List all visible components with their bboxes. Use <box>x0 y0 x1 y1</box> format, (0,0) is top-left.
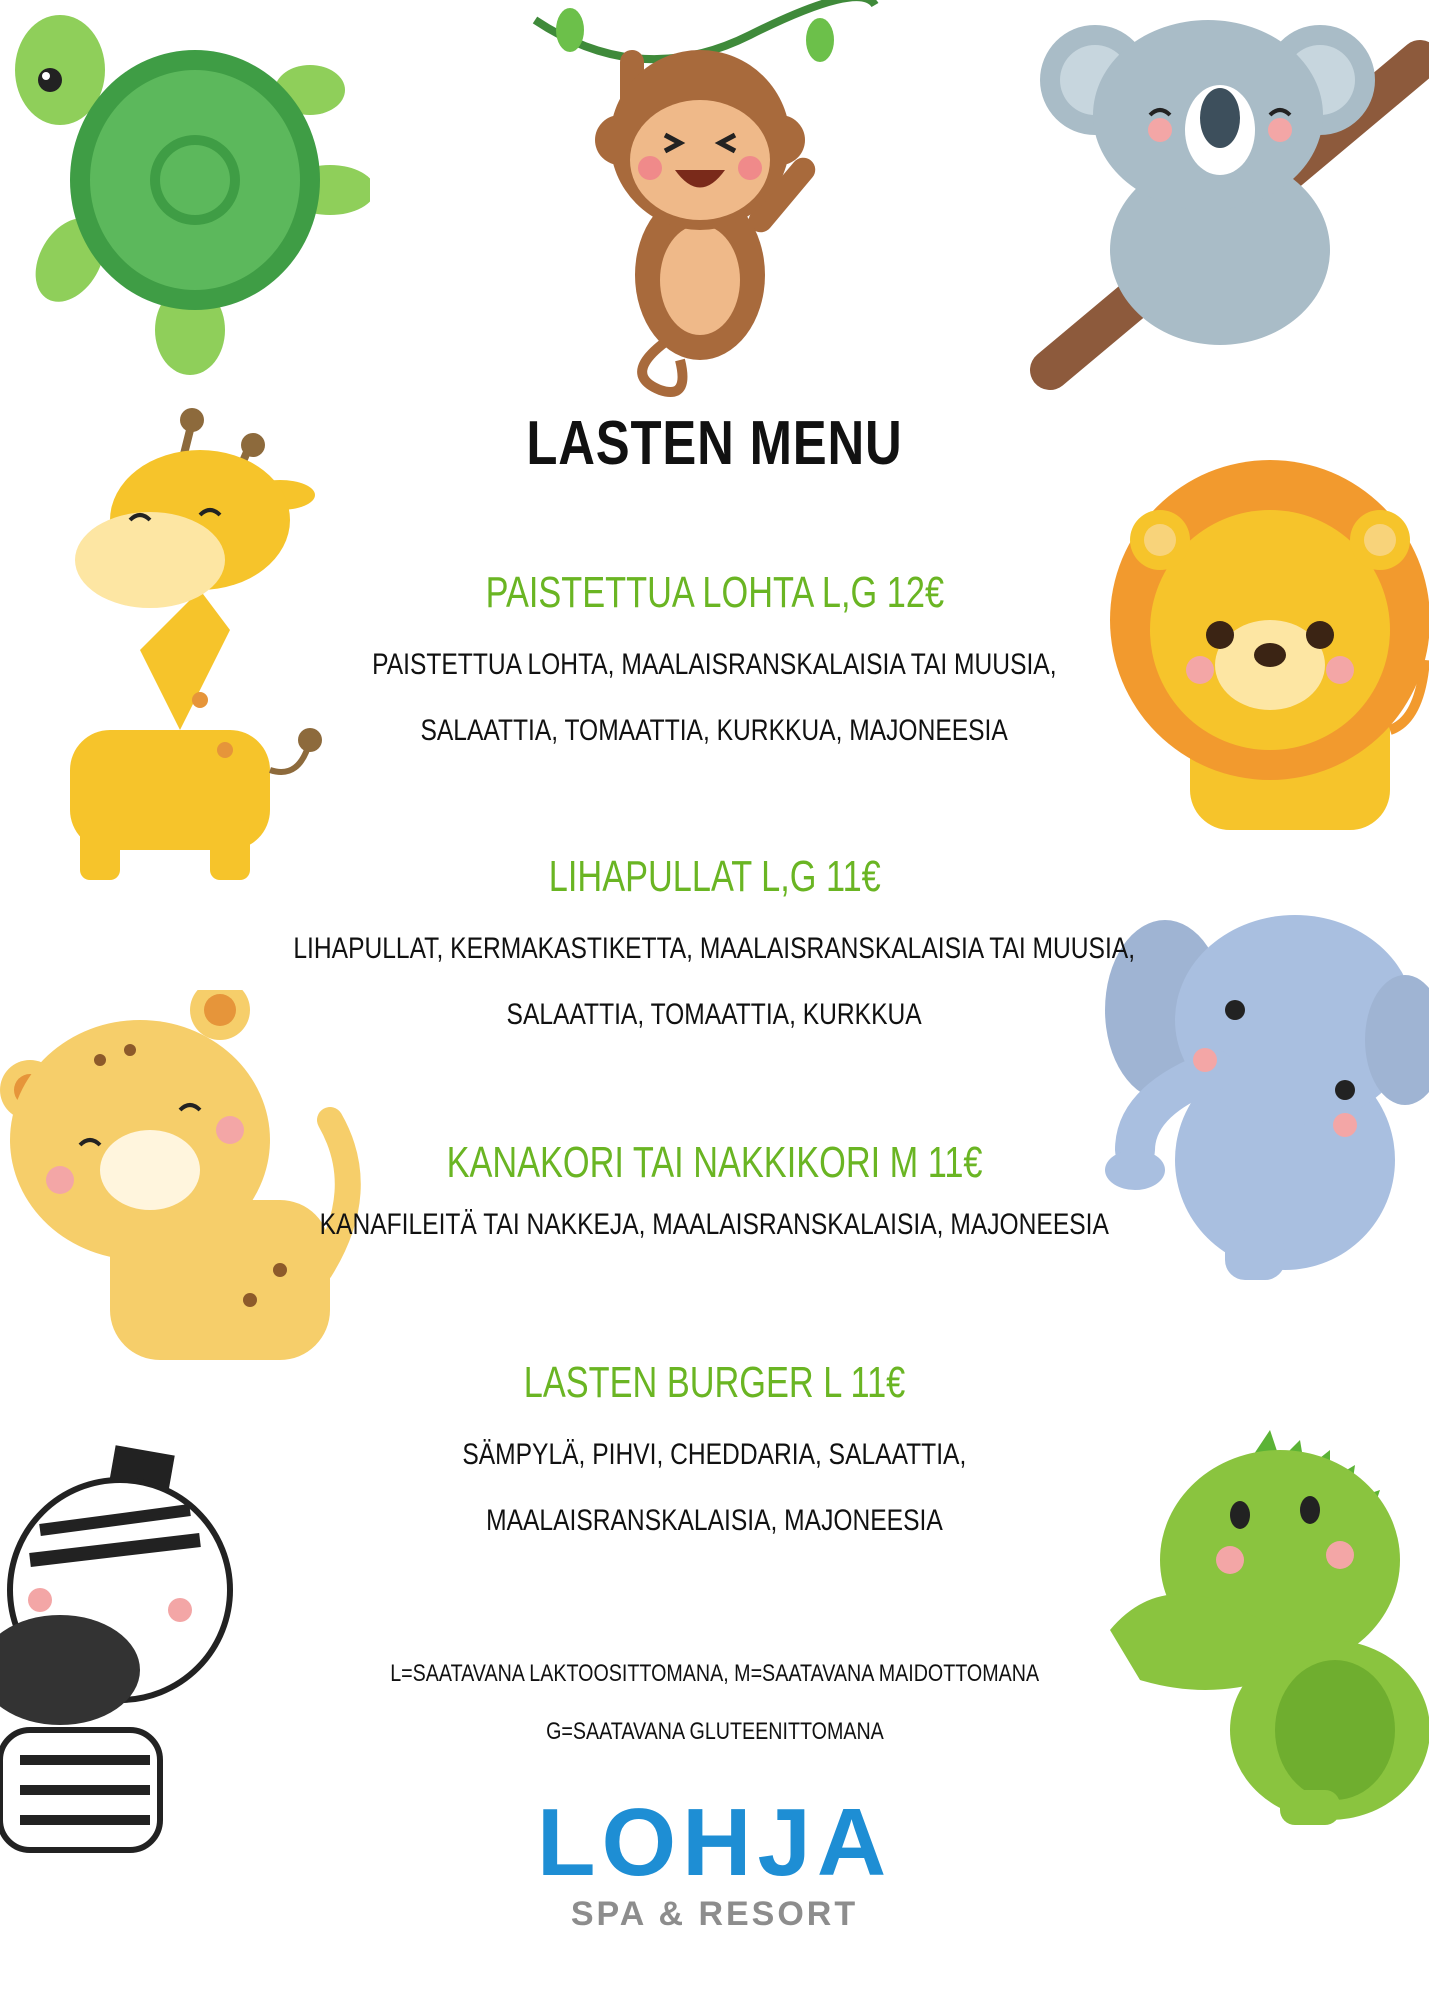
dish-heading: LIHAPULLAT L,G 11€ <box>548 852 881 901</box>
dish-heading: KANAKORI TAI NAKKIKORI M 11€ <box>446 1138 983 1187</box>
logo-tagline: SPA & RESORT <box>570 1895 859 1933</box>
dish-description: KANAFILEITÄ TAI NAKKEJA, MAALAISRANSKALAISIA, MAJONEESIA <box>319 1208 1110 1241</box>
koala-icon <box>1030 0 1429 400</box>
brand-logo <box>0 1789 1429 1934</box>
dish-description: PAISTETTUA LOHTA, MAALAISRANSKALAISIA TAI MUUSIA, SALAATTIA, TOMAATTIA, KURKKUA, MAJONEESIA <box>372 648 1057 747</box>
dish-item <box>0 568 1429 764</box>
dish-item <box>0 852 1429 1048</box>
dish-item <box>0 1358 1429 1554</box>
dish-heading: PAISTETTUA LOHTA L,G 12€ <box>485 568 944 617</box>
turtle-icon <box>10 0 370 380</box>
dish-item <box>0 1138 1429 1258</box>
dietary-legend: L=SAATAVANA LAKTOOSITTOMANA, M=SAATAVANA MAIDOTTOMANA G=SAATAVANA GLUTEENITTOMANA <box>390 1660 1039 1745</box>
logo-brand: LOHJA <box>536 1789 893 1896</box>
dish-heading: LASTEN BURGER L 11€ <box>523 1358 906 1407</box>
dish-description: LIHAPULLAT, KERMAKASTIKETTA, MAALAISRANSKALAISIA TAI MUUSIA, SALAATTIA, TOMAATTIA, KURKKUA <box>293 932 1136 1031</box>
monkey-icon <box>520 0 880 400</box>
dish-description: SÄMPYLÄ, PIHVI, CHEDDARIA, SALAATTIA, MAALAISRANSKALAISIA, MAJONEESIA <box>462 1438 967 1537</box>
menu-title: LASTEN MENU <box>526 409 903 478</box>
